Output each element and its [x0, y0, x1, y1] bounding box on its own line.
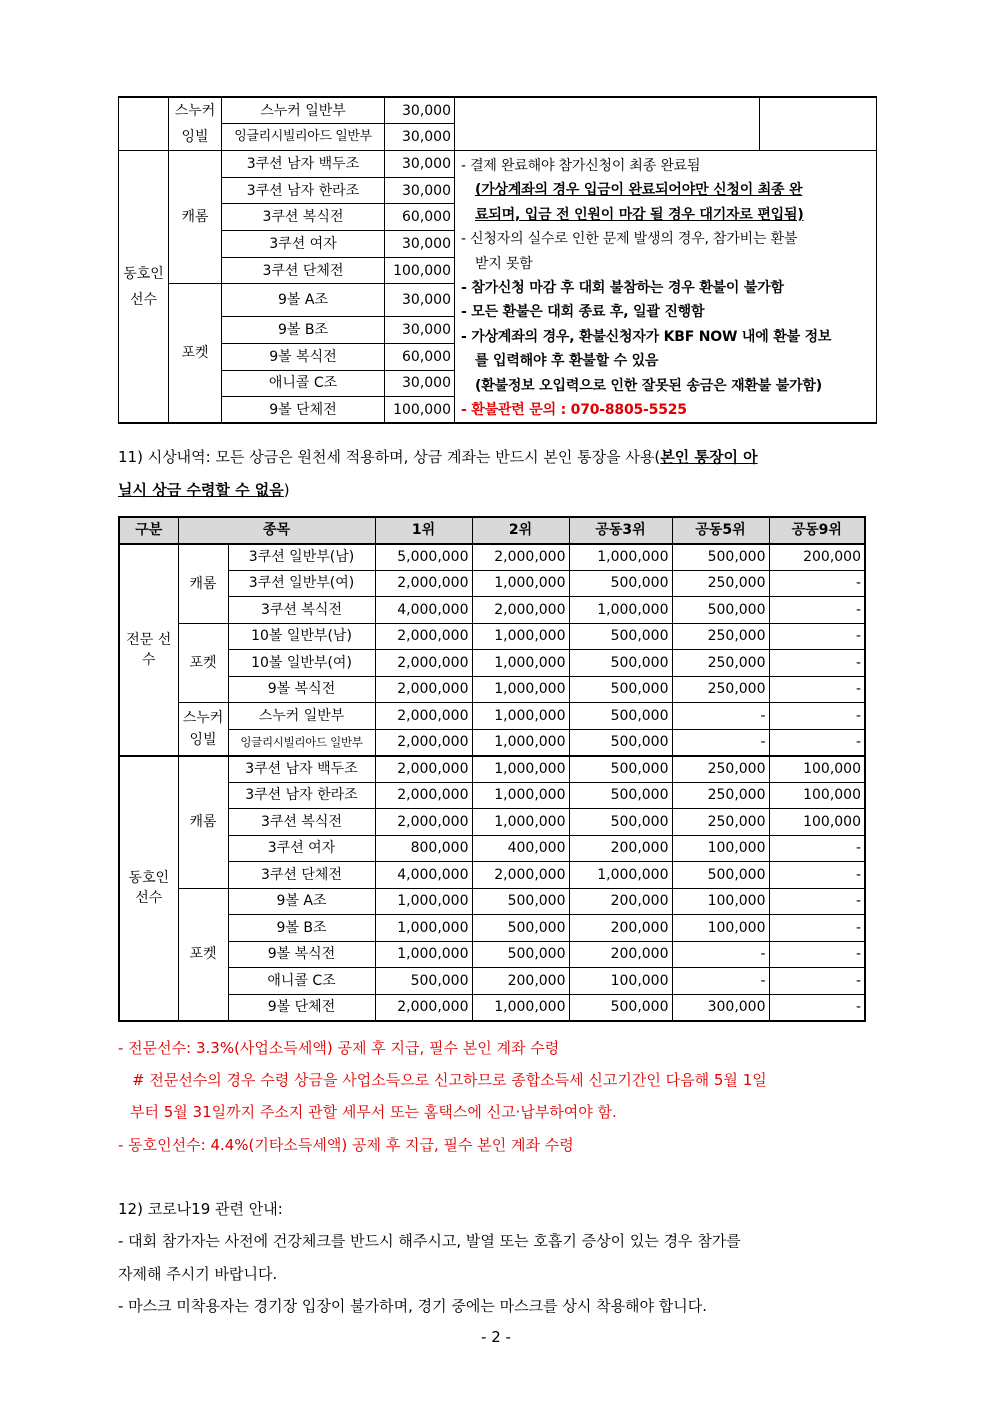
refund-notes [455, 151, 877, 424]
event-cell: 3쿠션 복식전 [222, 204, 385, 231]
fee-cell: 100,000 [385, 257, 455, 284]
event-cell: 9볼 복식전 [222, 343, 385, 370]
page-number: - 2 - [481, 1328, 511, 1346]
entry-fee-table [118, 96, 877, 424]
fee-cell: 30,000 [385, 231, 455, 258]
table-row: 잉글리시빌리아드 일반부 2,000,000 1,000,000 500,000 - - [119, 729, 865, 756]
fee-cell: 30,000 [385, 370, 455, 397]
column-header: 구분 [119, 517, 178, 544]
category-cell: 캐롬 [178, 544, 228, 624]
refund-contact: - 환불관련 문의 : 070-8805-5525 [461, 402, 687, 419]
note-line: - 가상계좌의 경우, 환불신청자가 KBF NOW 내에 환불 정보 [461, 328, 832, 345]
category-cell: 캐롬 [178, 756, 228, 889]
section-11-line-2: 닐시 상금 수령할 수 없음) [118, 481, 290, 499]
table-row: 3쿠션 여자 800,000 400,000 200,000 100,000 - [119, 835, 865, 862]
table-row: 3쿠션 단체전 4,000,000 2,000,000 1,000,000 500,000 - [119, 862, 865, 889]
event-cell: 잉글리시빌리아드 일반부 [222, 124, 385, 151]
table-row: 포켓 9볼 A조 1,000,000 500,000 200,000 100,000 - [119, 888, 865, 915]
table-row: 3쿠션 복식전 2,000,000 1,000,000 500,000 250,000 100,000 [119, 809, 865, 836]
tax-note-detail: # 전문선수의 경우 수령 상금을 사업소득으로 신고하므로 종합소득세 신고기간인 다음해 5월 1일 [132, 1071, 767, 1089]
category-cell: 포켓 [178, 623, 228, 703]
section-12-line: - 대회 참가자는 사전에 건강체크를 반드시 해주시고, 발열 또는 호흡기 증상이 있는 경우 참가를 [118, 1232, 741, 1250]
event-cell: 애니콜 C조 [222, 370, 385, 397]
category-cell: 캐롬 [169, 151, 222, 284]
fee-cell: 30,000 [385, 284, 455, 317]
table-row: 9볼 복식전 1,000,000 500,000 200,000 - - [119, 941, 865, 968]
table-row: 3쿠션 복식전 4,000,000 2,000,000 1,000,000 500,000 - [119, 597, 865, 624]
table-row: 스누커 잉빌 스누커 일반부 2,000,000 1,000,000 500,000 - - [119, 703, 865, 730]
column-header: 1위 [375, 517, 472, 544]
section-11-line-1: 11) 시상내역: 모든 상금은 원천세 적용하며, 상금 계좌는 반드시 본인 통장을 사용(본인 통장이 아 [118, 448, 758, 466]
group-cell: 전문 선수 [119, 544, 178, 756]
group-cell [119, 97, 169, 151]
section-12-line: - 마스크 미착용자는 경기장 입장이 불가하며, 경기 중에는 마스크를 상시 착용해야 합니다. [118, 1297, 708, 1315]
note-line: (가상계좌의 경우 입금이 완료되어야만 신청이 최종 완 [475, 182, 803, 199]
note-line: - 결제 완료해야 참가신청이 최종 완료됨 [461, 158, 701, 174]
fee-cell: 100,000 [385, 397, 455, 424]
category-cell: 스누커 잉빌 [178, 703, 228, 756]
table-row: 3쿠션 남자 한라조 2,000,000 1,000,000 500,000 250,000 100,000 [119, 782, 865, 809]
section-12-title: 12) 코로나19 관련 안내: [118, 1200, 283, 1218]
note-line: - 모든 환불은 대회 종료 후, 일괄 진행함 [461, 304, 705, 321]
table-row [119, 151, 877, 178]
fee-cell: 30,000 [385, 177, 455, 204]
note-line: 료되며, 입금 전 인원이 마감 될 경우 대기자로 편입됨) [475, 206, 804, 223]
event-cell: 9볼 A조 [222, 284, 385, 317]
table-row: 애니콜 C조 500,000 200,000 100,000 - - [119, 968, 865, 995]
event-cell: 3쿠션 단체전 [222, 257, 385, 284]
column-header: 종목 [178, 517, 375, 544]
event-cell: 9볼 B조 [222, 317, 385, 344]
note-line: - 참가신청 마감 후 대회 불참하는 경우 환불이 불가함 [461, 280, 784, 297]
tax-note-pro: - 전문선수: 3.3%(사업소득세액) 공제 후 지급, 필수 본인 계좌 수령 [118, 1039, 560, 1057]
category-cell: 스누커 잉빌 [169, 97, 222, 151]
fee-cell: 60,000 [385, 204, 455, 231]
fee-cell: 30,000 [385, 97, 455, 124]
tax-note-detail: 부터 5월 31일까지 주소지 관할 세무서 또는 홈택스에 신고·납부하여야 함. [130, 1103, 617, 1121]
table-row [119, 97, 877, 124]
note-line: 를 입력해야 후 환불할 수 있음 [475, 353, 659, 370]
column-header: 2위 [472, 517, 569, 544]
table-row: 10볼 일반부(여) 2,000,000 1,000,000 500,000 250,000 - [119, 650, 865, 677]
category-cell: 포켓 [178, 888, 228, 1021]
event-cell: 3쿠션 남자 백두조 [222, 151, 385, 178]
table-header-row [119, 517, 865, 544]
table-row: 포켓 10볼 일반부(남) 2,000,000 1,000,000 500,000 250,000 - [119, 623, 865, 650]
column-header: 공동3위 [569, 517, 672, 544]
table-row: 3쿠션 일반부(여) 2,000,000 1,000,000 500,000 250,000 - [119, 570, 865, 597]
event-cell: 9볼 단체전 [222, 397, 385, 424]
note-line: (환불정보 오입력으로 인한 잘못된 송금은 재환불 불가함) [475, 377, 822, 394]
note-line: 받지 못함 [475, 255, 533, 272]
column-header: 공동5위 [672, 517, 769, 544]
table-row: 동호인 선수 캐롬 3쿠션 남자 백두조 2,000,000 1,000,000 500,000 250,000 100,000 [119, 756, 865, 783]
group-cell: 동호인 선수 [119, 756, 178, 1021]
tax-note-amateur: - 동호인선수: 4.4%(기타소득세액) 공제 후 지급, 필수 본인 계좌 수령 [118, 1136, 574, 1154]
group-cell: 동호인 선수 [119, 151, 169, 424]
category-cell: 포켓 [169, 284, 222, 424]
table-row: 9볼 단체전 2,000,000 1,000,000 500,000 300,000 - [119, 994, 865, 1021]
table-row: 전문 선수 캐롬 3쿠션 일반부(남) 5,000,000 2,000,000 1,000,000 500,000 200,000 [119, 544, 865, 571]
note-line: - 신청자의 실수로 인한 문제 발생의 경우, 참가비는 환불 [461, 231, 798, 248]
table-row: 9볼 B조 1,000,000 500,000 200,000 100,000 - [119, 915, 865, 942]
section-12-line: 자제해 주시기 바랍니다. [118, 1265, 278, 1283]
event-cell: 3쿠션 남자 한라조 [222, 177, 385, 204]
table-row: 9볼 복식전 2,000,000 1,000,000 500,000 250,000 - [119, 676, 865, 703]
fee-cell: 30,000 [385, 151, 455, 178]
prize-table [118, 516, 866, 1022]
event-cell: 3쿠션 여자 [222, 231, 385, 258]
fee-cell: 30,000 [385, 317, 455, 344]
fee-cell: 60,000 [385, 343, 455, 370]
event-cell: 스누커 일반부 [222, 97, 385, 124]
fee-cell: 30,000 [385, 124, 455, 151]
column-header: 공동9위 [769, 517, 865, 544]
